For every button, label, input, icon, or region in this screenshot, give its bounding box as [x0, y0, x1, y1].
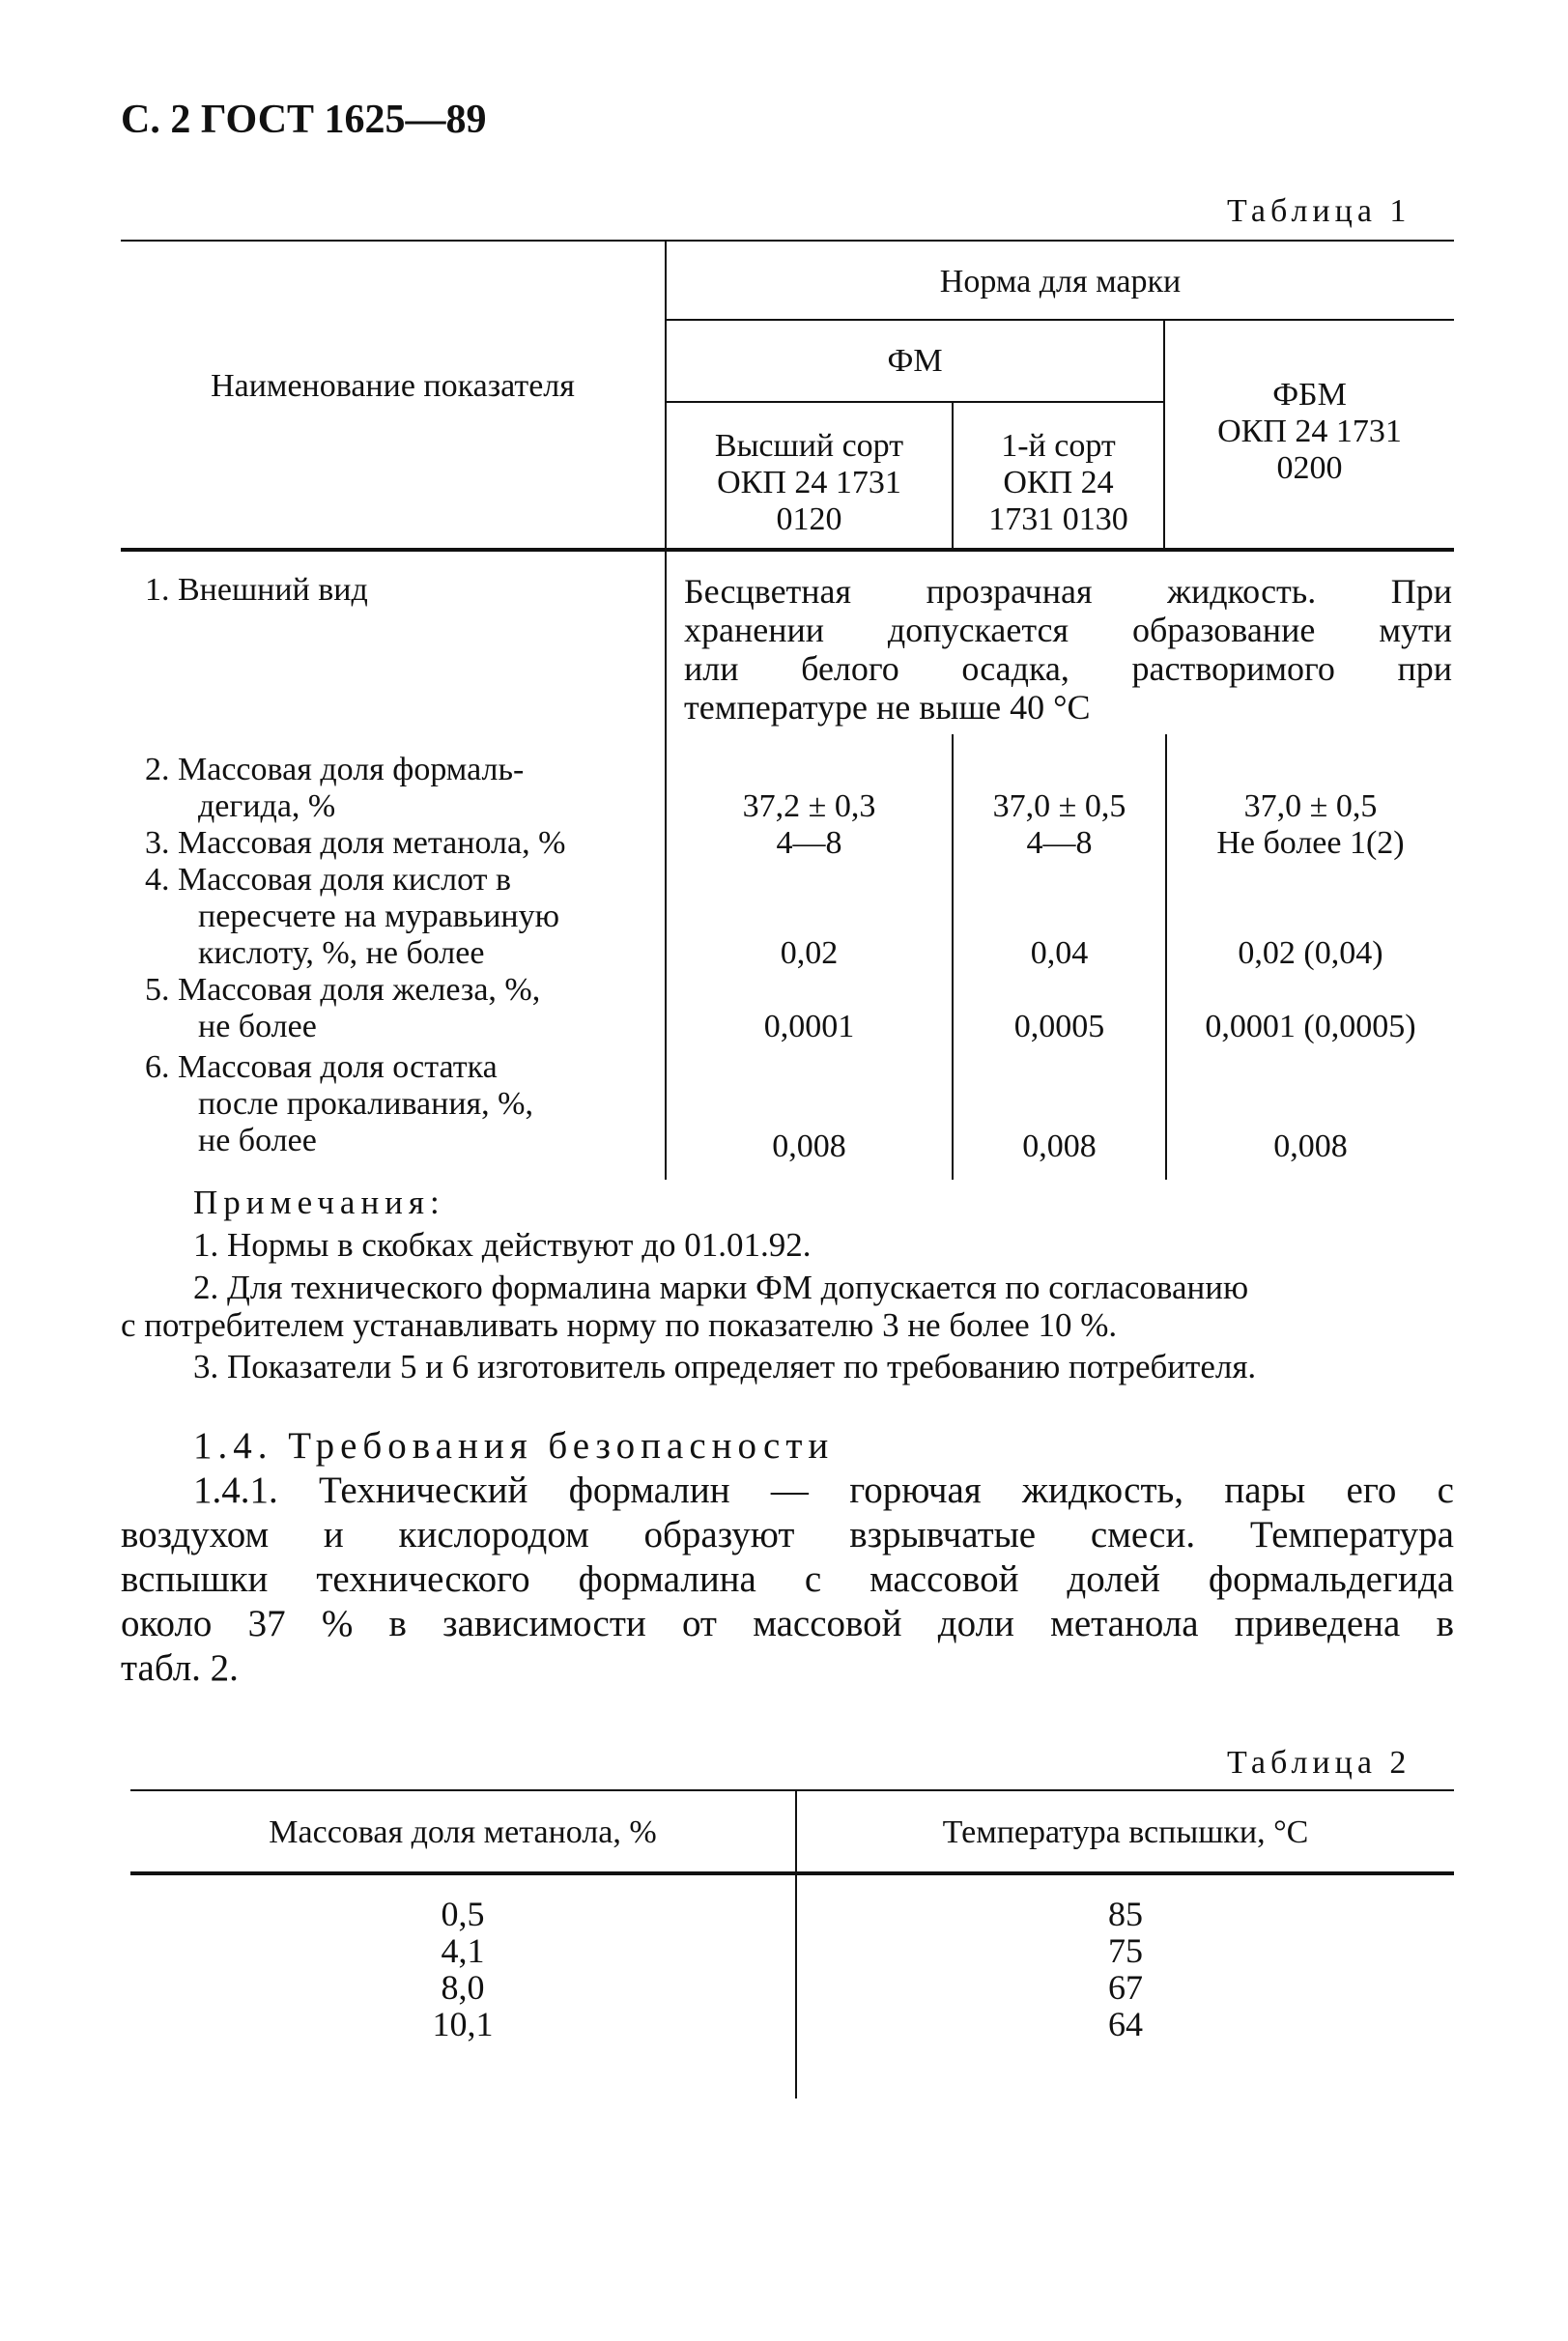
- body-divider-main: [665, 552, 667, 1180]
- note-2a: 2. Для технического формалина марки ФМ допускается по согласованию: [193, 1269, 1249, 1306]
- row6-top: 0,008: [772, 1128, 846, 1164]
- page-header: С. 2 ГОСТ 1625—89: [121, 98, 487, 142]
- row6-first: 0,008: [1022, 1128, 1097, 1164]
- row4-fbm: 0,02 (0,04): [1238, 935, 1383, 971]
- col-header-name: Наименование показателя: [211, 368, 575, 404]
- note-1: 1. Нормы в скобках действуют до 01.01.92.: [193, 1226, 812, 1264]
- row5-first: 0,0005: [1013, 1009, 1105, 1044]
- row3-first: 4—8: [1026, 825, 1093, 861]
- row2-fbm: 37,0 ± 0,5: [1243, 788, 1378, 824]
- col-header-fbm: ФБМ ОКП 24 1731 0200: [1217, 377, 1402, 486]
- row3-fbm: Не более 1(2): [1216, 825, 1405, 861]
- col-header-methanol: Массовая доля метанола, %: [269, 1814, 657, 1850]
- row5-top: 0,0001: [763, 1009, 855, 1044]
- table-2-header-rule: [130, 1871, 1454, 1875]
- row6-name: 6. Массовая доля остатка после прокаливания, %, не более: [145, 1049, 533, 1158]
- row4-name: 4. Массовая доля кислот в пересчете на муравьиную кислоту, %, не более: [145, 862, 560, 971]
- row5-fbm: 0,0001 (0,0005): [1205, 1009, 1416, 1044]
- table-2-top-rule: [130, 1789, 1454, 1791]
- methanol-values: 0,5 4,1 8,0 10,1: [432, 1895, 494, 2043]
- header-bottom-rule: [121, 548, 1454, 552]
- section-paragraph: 1.4.1. Технический формалин — горючая жидкость, пары его с воздухом и кислородом образуют взрывчатые смеси. Температура вспышки технического формалина с массовой долей формальдегида около 37 % в зависимости от массовой доли метанола приведена в табл. 2.: [121, 1470, 1454, 1689]
- table-1-top-rule: [121, 240, 1454, 242]
- note-2b: с потребителем устанавливать норму по показателю 3 не более 10 %.: [121, 1306, 1118, 1344]
- row3-top: 4—8: [776, 825, 842, 861]
- section-title: 1.4. Требования безопасности: [193, 1425, 835, 1467]
- col-header-fm-first: 1-й сорт ОКП 24 1731 0130: [988, 428, 1128, 537]
- col-header-norm: Норма для марки: [939, 264, 1182, 300]
- row2-top: 37,2 ± 0,3: [742, 788, 876, 824]
- row6-fbm: 0,008: [1273, 1128, 1348, 1164]
- note-3: 3. Показатели 5 и 6 изготовитель определяет по требованию потребителя.: [193, 1348, 1257, 1385]
- row2-first: 37,0 ± 0,5: [992, 788, 1126, 824]
- col-header-flash: Температура вспышки, °С: [942, 1814, 1309, 1850]
- row4-top: 0,02: [780, 935, 839, 971]
- col-header-fm: ФМ: [887, 343, 943, 379]
- flash-values: 85 75 67 64: [1108, 1895, 1143, 2043]
- fm-rule: [665, 401, 1165, 403]
- norm-rule: [665, 319, 1454, 321]
- table-1-caption: Таблица 1: [1227, 193, 1411, 229]
- col-header-fm-top: Высший сорт ОКП 24 1731 0120: [714, 428, 904, 537]
- row4-first: 0,04: [1030, 935, 1089, 971]
- row1-value: Бесцветная прозрачная жидкость. При хранении допускается образование мути или белого осадка, растворимого при температуре не выше 40 °С: [684, 572, 1452, 727]
- row1-name: 1. Внешний вид: [145, 572, 368, 608]
- table-2-caption: Таблица 2: [1227, 1745, 1411, 1781]
- notes-title: Примечания:: [193, 1184, 445, 1221]
- row5-name: 5. Массовая доля железа, %, не более: [145, 972, 541, 1044]
- row3-name: 3. Массовая доля метанола, %: [145, 825, 566, 861]
- row2-name: 2. Массовая доля формаль- дегида, %: [145, 752, 525, 824]
